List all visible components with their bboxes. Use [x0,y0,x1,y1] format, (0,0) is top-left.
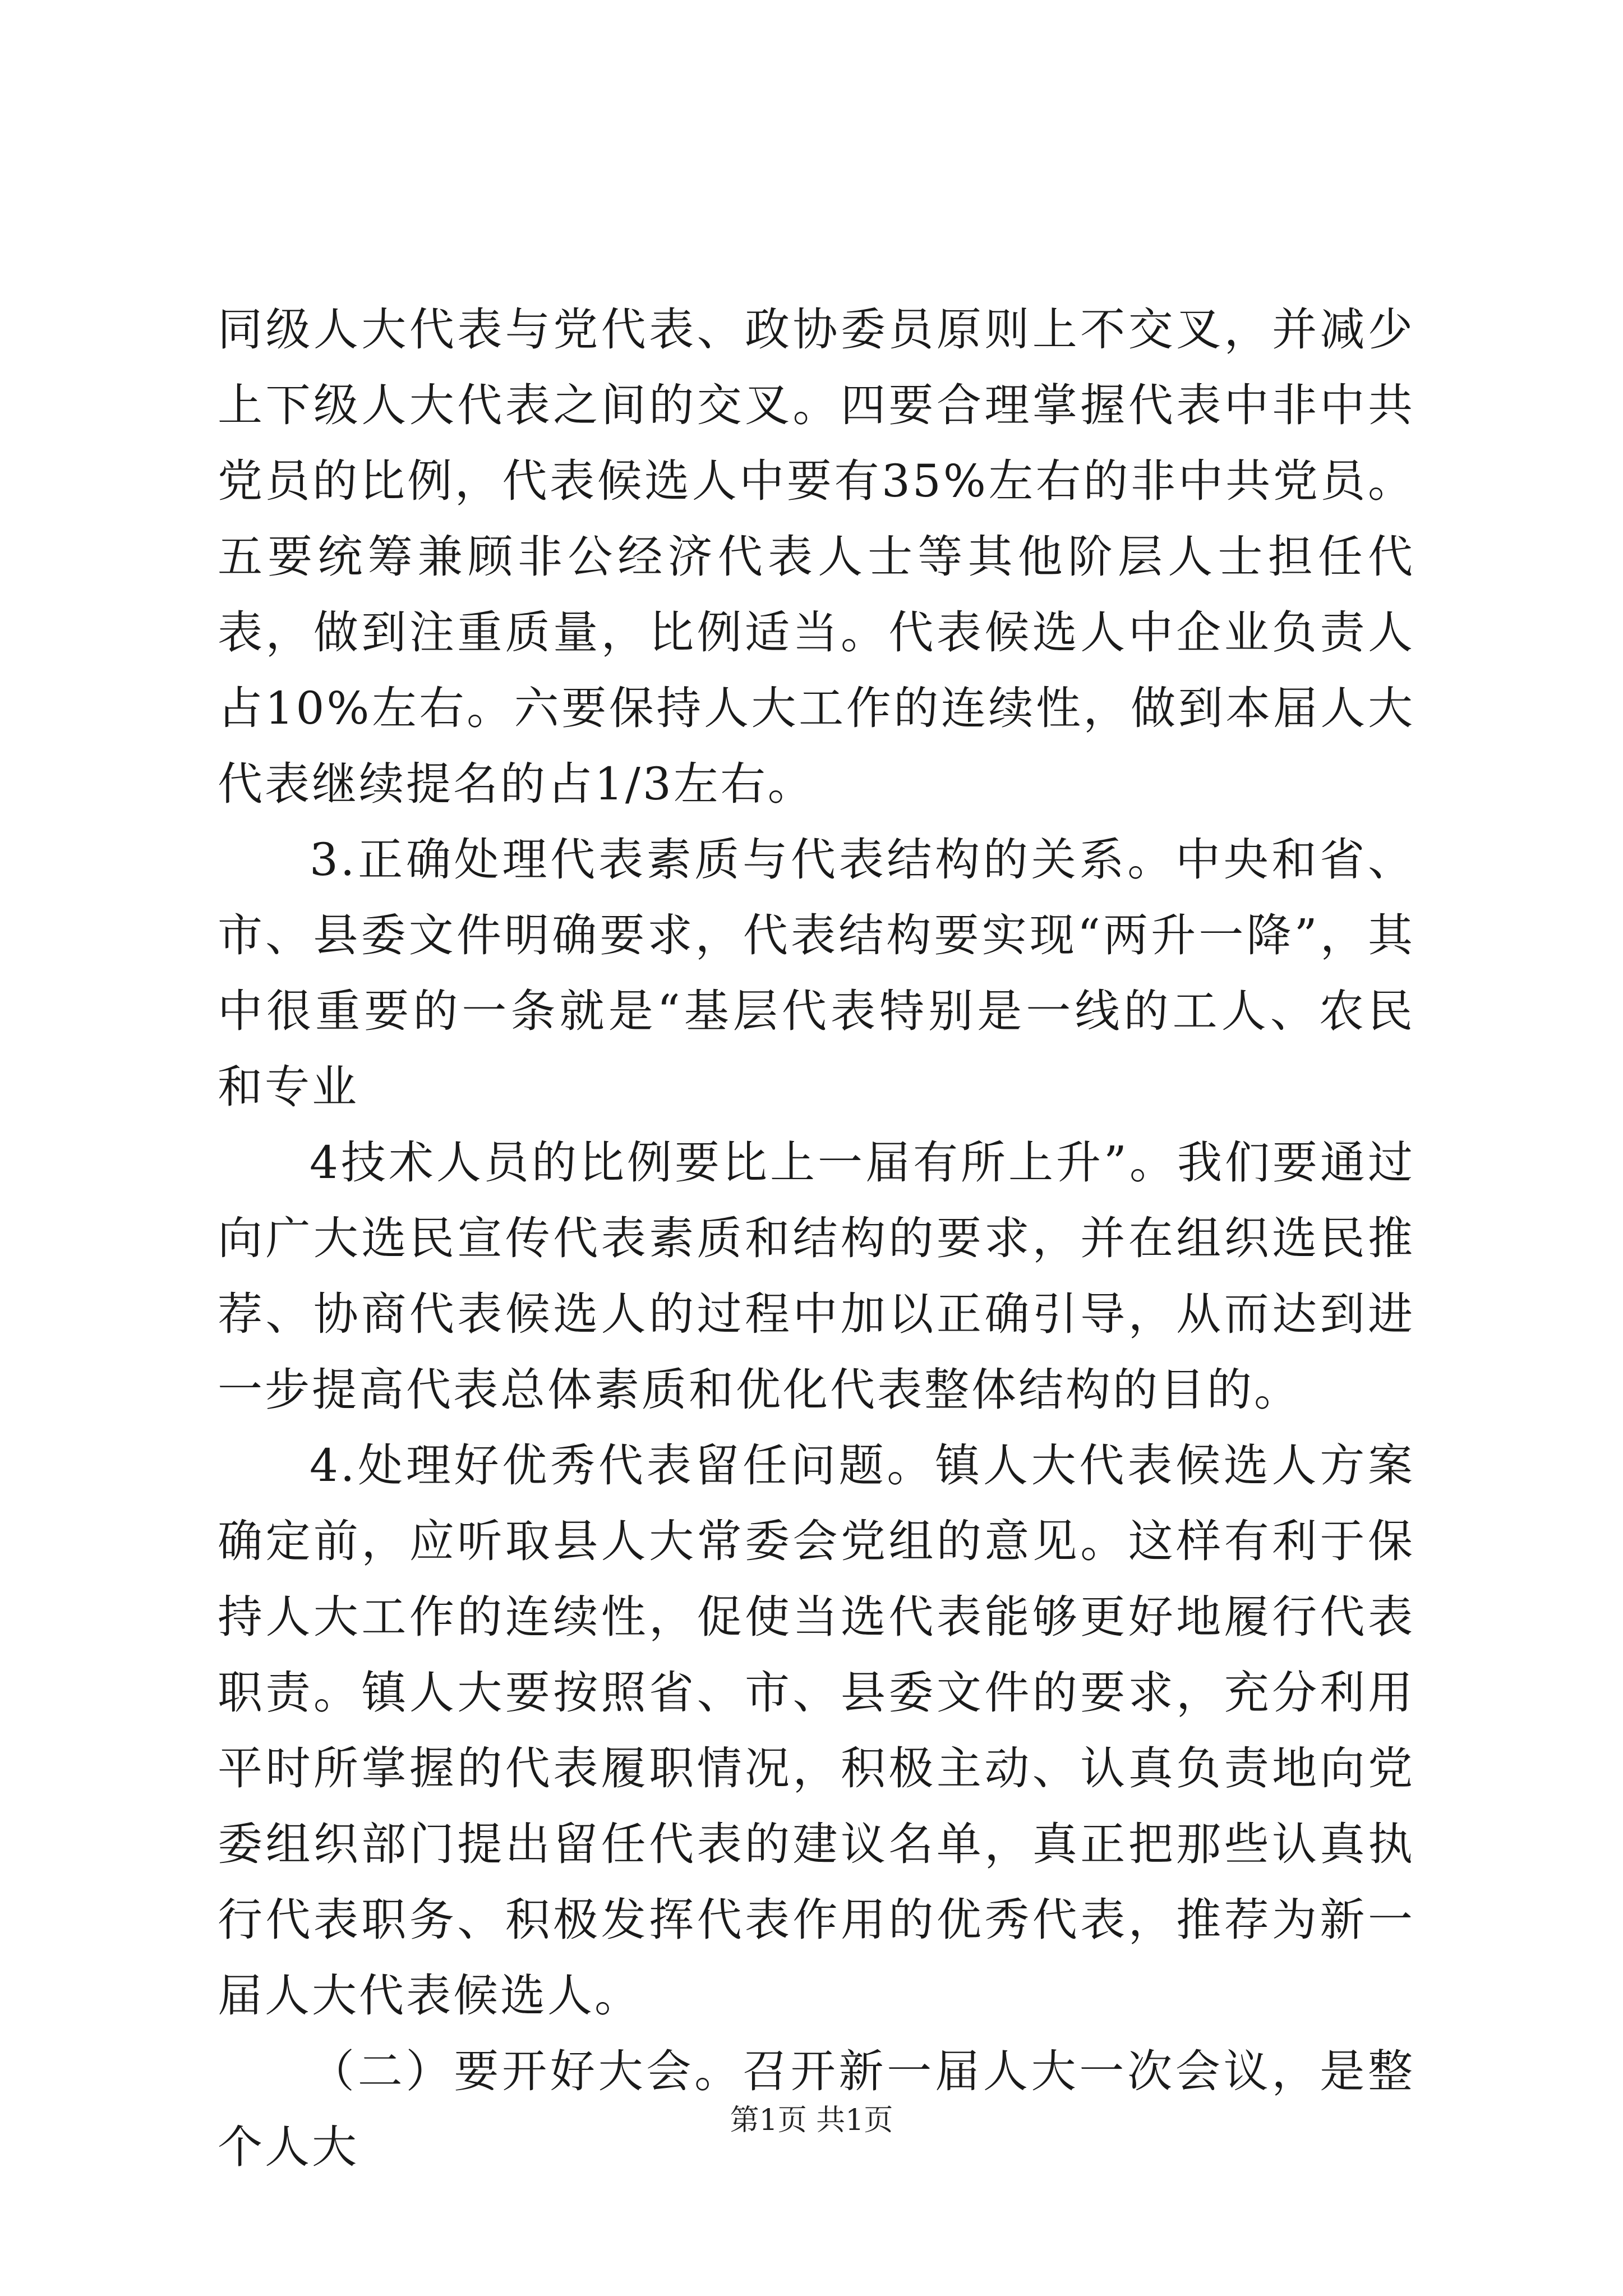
document-body [218,292,1415,2185]
paragraph-4: 4.处理好优秀代表留任问题。镇人大代表候选人方案确定前，应听取县人大常委会党组的意见。这样有利于保持人大工作的连续性，促使当选代表能够更好地履行代表职责。镇人大要按照省、市、县委文件的要求，充分利用平时所掌握的代表履职情况，积极主动、认真负责地向党委组织部门提出留任代表的建议名单，真正把那些认真执行代表职务、积极发挥代表作用的优秀代表，推荐为新一届人大代表候选人。 [218,1439,1415,2022]
paragraph-2: 3.正确处理代表素质与代表结构的关系。中央和省、市、县委文件明确要求，代表结构要实现“两升一降”，其中很重要的一条就是“基层代表特别是一线的工人、农民和专业 [218,834,1415,1113]
paragraph-1: 同级人大代表与党代表、政协委员原则上不交叉，并减少上下级人大代表之间的交叉。四要合理掌握代表中非中共党员的比例，代表候选人中要有35%左右的非中共党员。五要统筹兼顾非公经济代表人士等其他阶层人士担任代表，做到注重质量，比例适当。代表候选人中企业负责人占10%左右。六要保持人大工作的连续性，做到本届人大代表继续提名的占1/3左右。 [218,303,1415,810]
paragraph-5: （二）要开好大会。召开新一届人大一次会议，是整个人大 [218,2045,1415,2173]
paragraph-3: 4技术人员的比例要比上一届有所上升”。我们要通过向广大选民宣传代表素质和结构的要求，并在组织选民推荐、协商代表候选人的过程中加以正确引导，从而达到进一步提高代表总体素质和优化代表整体结构的目的。 [218,1137,1415,1416]
page-footer: 第1页 共1页 [730,2104,893,2137]
